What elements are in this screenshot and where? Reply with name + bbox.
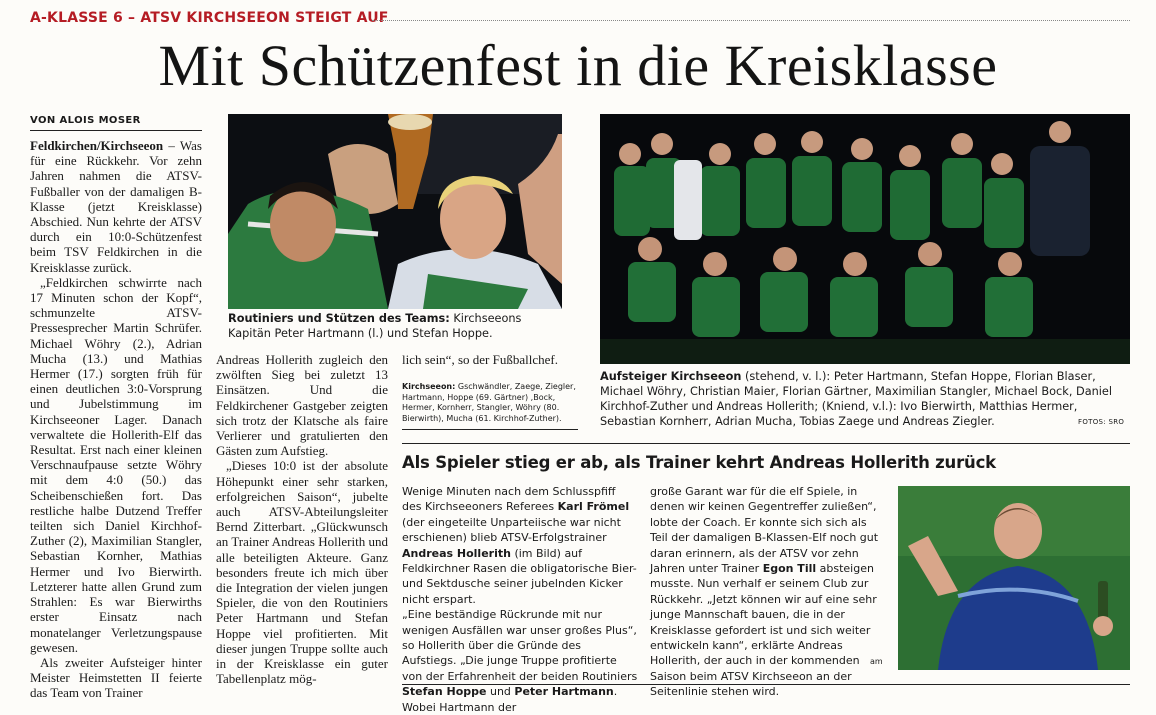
article-column-3: lich sein“, so der Fußballchef. [402, 352, 558, 367]
article-column-2 [216, 352, 388, 686]
paragraph-4: Andreas Hollerith zugleich den zwölften Sieg bei zuletzt 13 Einsätzen. Und die Feldkirchener Gastgeber zeigten sich trotz der Klatsche als faire Verlierer und gratulierten den Gästen zum Aufstieg. [216, 352, 388, 459]
lineup-text: Gschwändler, Zaege, Ziegler, Hartmann, Hoppe (69. Gärtner) ,Bock, Hermer, Kornherr, Stangler, Wöhry (80. Bierwirth), Mucha (61. Kirchhof-Zuther). [402, 382, 576, 423]
paragraph-5: „Dieses 10:0 ist der absolute Höhepunkt einer sehr starken, erfolgreichen Saison“, jubelte auch ATSV-Abteilungsleiter Bernd Zitterbart. „Glückwunsch an Trainer Andreas Hollerith und alle beteiligten Akteure. Ganz besonders freute ich mich über die Integration der vielen jungen Spieler, die von den Routiniers Peter Hartmann und Stefan Hoppe viel profitierten. Mit dieser jungen Truppe sollte auch in der Kreisklasse ein guter Tabellenplatz mög- [216, 458, 388, 687]
photo-team [600, 114, 1130, 364]
caption-captains: Routiniers und Stützen des Teams: Kirchseeons Kapitän Peter Hartmann (l.) und Stefan Hoppe. [228, 312, 522, 340]
photo-coach [898, 486, 1130, 670]
kicker-rule [372, 20, 1130, 21]
paragraph-3: Als zweiter Aufsteiger hinter Meister Heimstetten II feierte das Team von Trainer [30, 654, 202, 701]
lineup-label: Kirchseeon: [402, 382, 456, 391]
lineup-box [402, 382, 578, 424]
photo-credit: FOTOS: SRO [1078, 418, 1125, 426]
sidebar-bottom-rule [402, 684, 1130, 685]
caption-team: Aufsteiger Kirchseeon (stehend, v. l.): Peter Hartmann, Stefan Hoppe, Florian Blaser, Michael Wöhry, Christian Maier, Florian Gärtner, Maximilian Stangler, Michael Bock, Daniel Kirchhof-Zuther und Andreas Hollerith; (Kniend, v.l.): Ivo Bierwirth, Matthias Hermer, Sebastian Kornherr, Adrian Mucha, Tobias Zaege und Andreas Ziegler. [600, 370, 1113, 428]
dateline: Feldkirchen/Kirchseeon [30, 138, 164, 153]
byline: VON ALOIS MOSER [30, 115, 141, 126]
kicker: A-KLASSE 6 – ATSV KIRCHSEEON STEIGT AUF [30, 10, 389, 26]
paragraph-1: Feldkirchen/Kirchseeon – Was für eine Rückkehr. Vor zehn Jahren nahmen die ATSV-Fußballer von der damaligen B-Klasse (jetzt Kreisklasse) Abschied. Nun kehrte der ATSV durch ein 10:0-Schützenfest beim TSV Feldkirchen in die Kreisklasse zurück. [30, 138, 202, 275]
sidebar-column-1: Wenige Minuten nach dem Schlusspfiff des Kirchseeoners Referees Karl Frömel (der eingeteilte Unparteiische war nicht erschienen) blieb ATSV-Erfolgstrainer Andreas Hollerith (im Bild) auf Feldkirchner Rasen die obligatorische Bier- und Sektdusche seiner jubelnden Kicker nicht erspart. „Eine beständige Rückrunde mit nur wenigen Ausfällen war unser großes Plus“, so Hollerith über die Gründe des Aufstiegs. „Die junge Truppe profitierte von der Erfahrenheit der beiden Routiniers Stefan Hoppe und Peter Hartmann. Wobei Hartmann der [402, 485, 638, 714]
sidebar-column-2: große Garant war für die elf Spiele, in denen wir keinen Gegentreffer zuließen“, lobte der Coach. Er konnte sich sich als Teil der damaligen B-Klassen-Elf noch gut daran erinnern, als der ATSV vor zehn Jahren unter Trainer Egon Till absteigen musste. Nun verhalf er seinem Club zur Rückkehr. „Jetzt können wir auf eine sehr junge Mannschaft bauen, die in der Kreisklasse gefordert ist und sich weiter entwickeln kann“, erklärte Andreas Hollerith, der auch in der kommenden Saison beim ATSV Kirchseeon an der Seitenlinie stehen wird. [650, 485, 879, 699]
lineup-rule [402, 429, 578, 430]
sidebar-headline: Als Spieler stieg er ab, als Trainer kehrt Andreas Hollerith zurück [402, 453, 996, 472]
paragraph-2: „Feldkirchen schwirrte nach 17 Minuten schon der Kopf“, schmunzelte ATSV-Pressesprecher Martin Schrüfer. Michael Wöhry (2.), Adrian Mucha (13.) und Mathias Hermer (17.) sorgten früh für einen deutlichen 3:0-Vorsprung und Jubelstimmung im Kirchseeoner Lager. Danach verwaltete die Hollerith-Elf das Resultat. Erst nach einer kleinen Verschnaufpause setzte Wöhry mit dem 4:0 (50.) das Scheibenschießen fort. Das restliche halbe Dutzend Treffer teilten sich Daniel Kirchhof-Zuther (2), Maximilian Stangler, Sebastian Kornher, Mathias Hermer und Ivo Bierwirth. Letzterer hatte allen Grund zum Strahlen: Es war Bierwirths erster Einsatz nach monatelanger Verletzungspause gewesen. [30, 274, 202, 655]
article-column-1 [30, 138, 202, 701]
sidebar-top-rule [402, 443, 1130, 444]
author-initials: am [870, 657, 883, 666]
headline: Mit Schützenfest in die Kreisklasse [158, 33, 998, 98]
byline-rule [30, 130, 202, 131]
photo-captains [228, 114, 562, 309]
